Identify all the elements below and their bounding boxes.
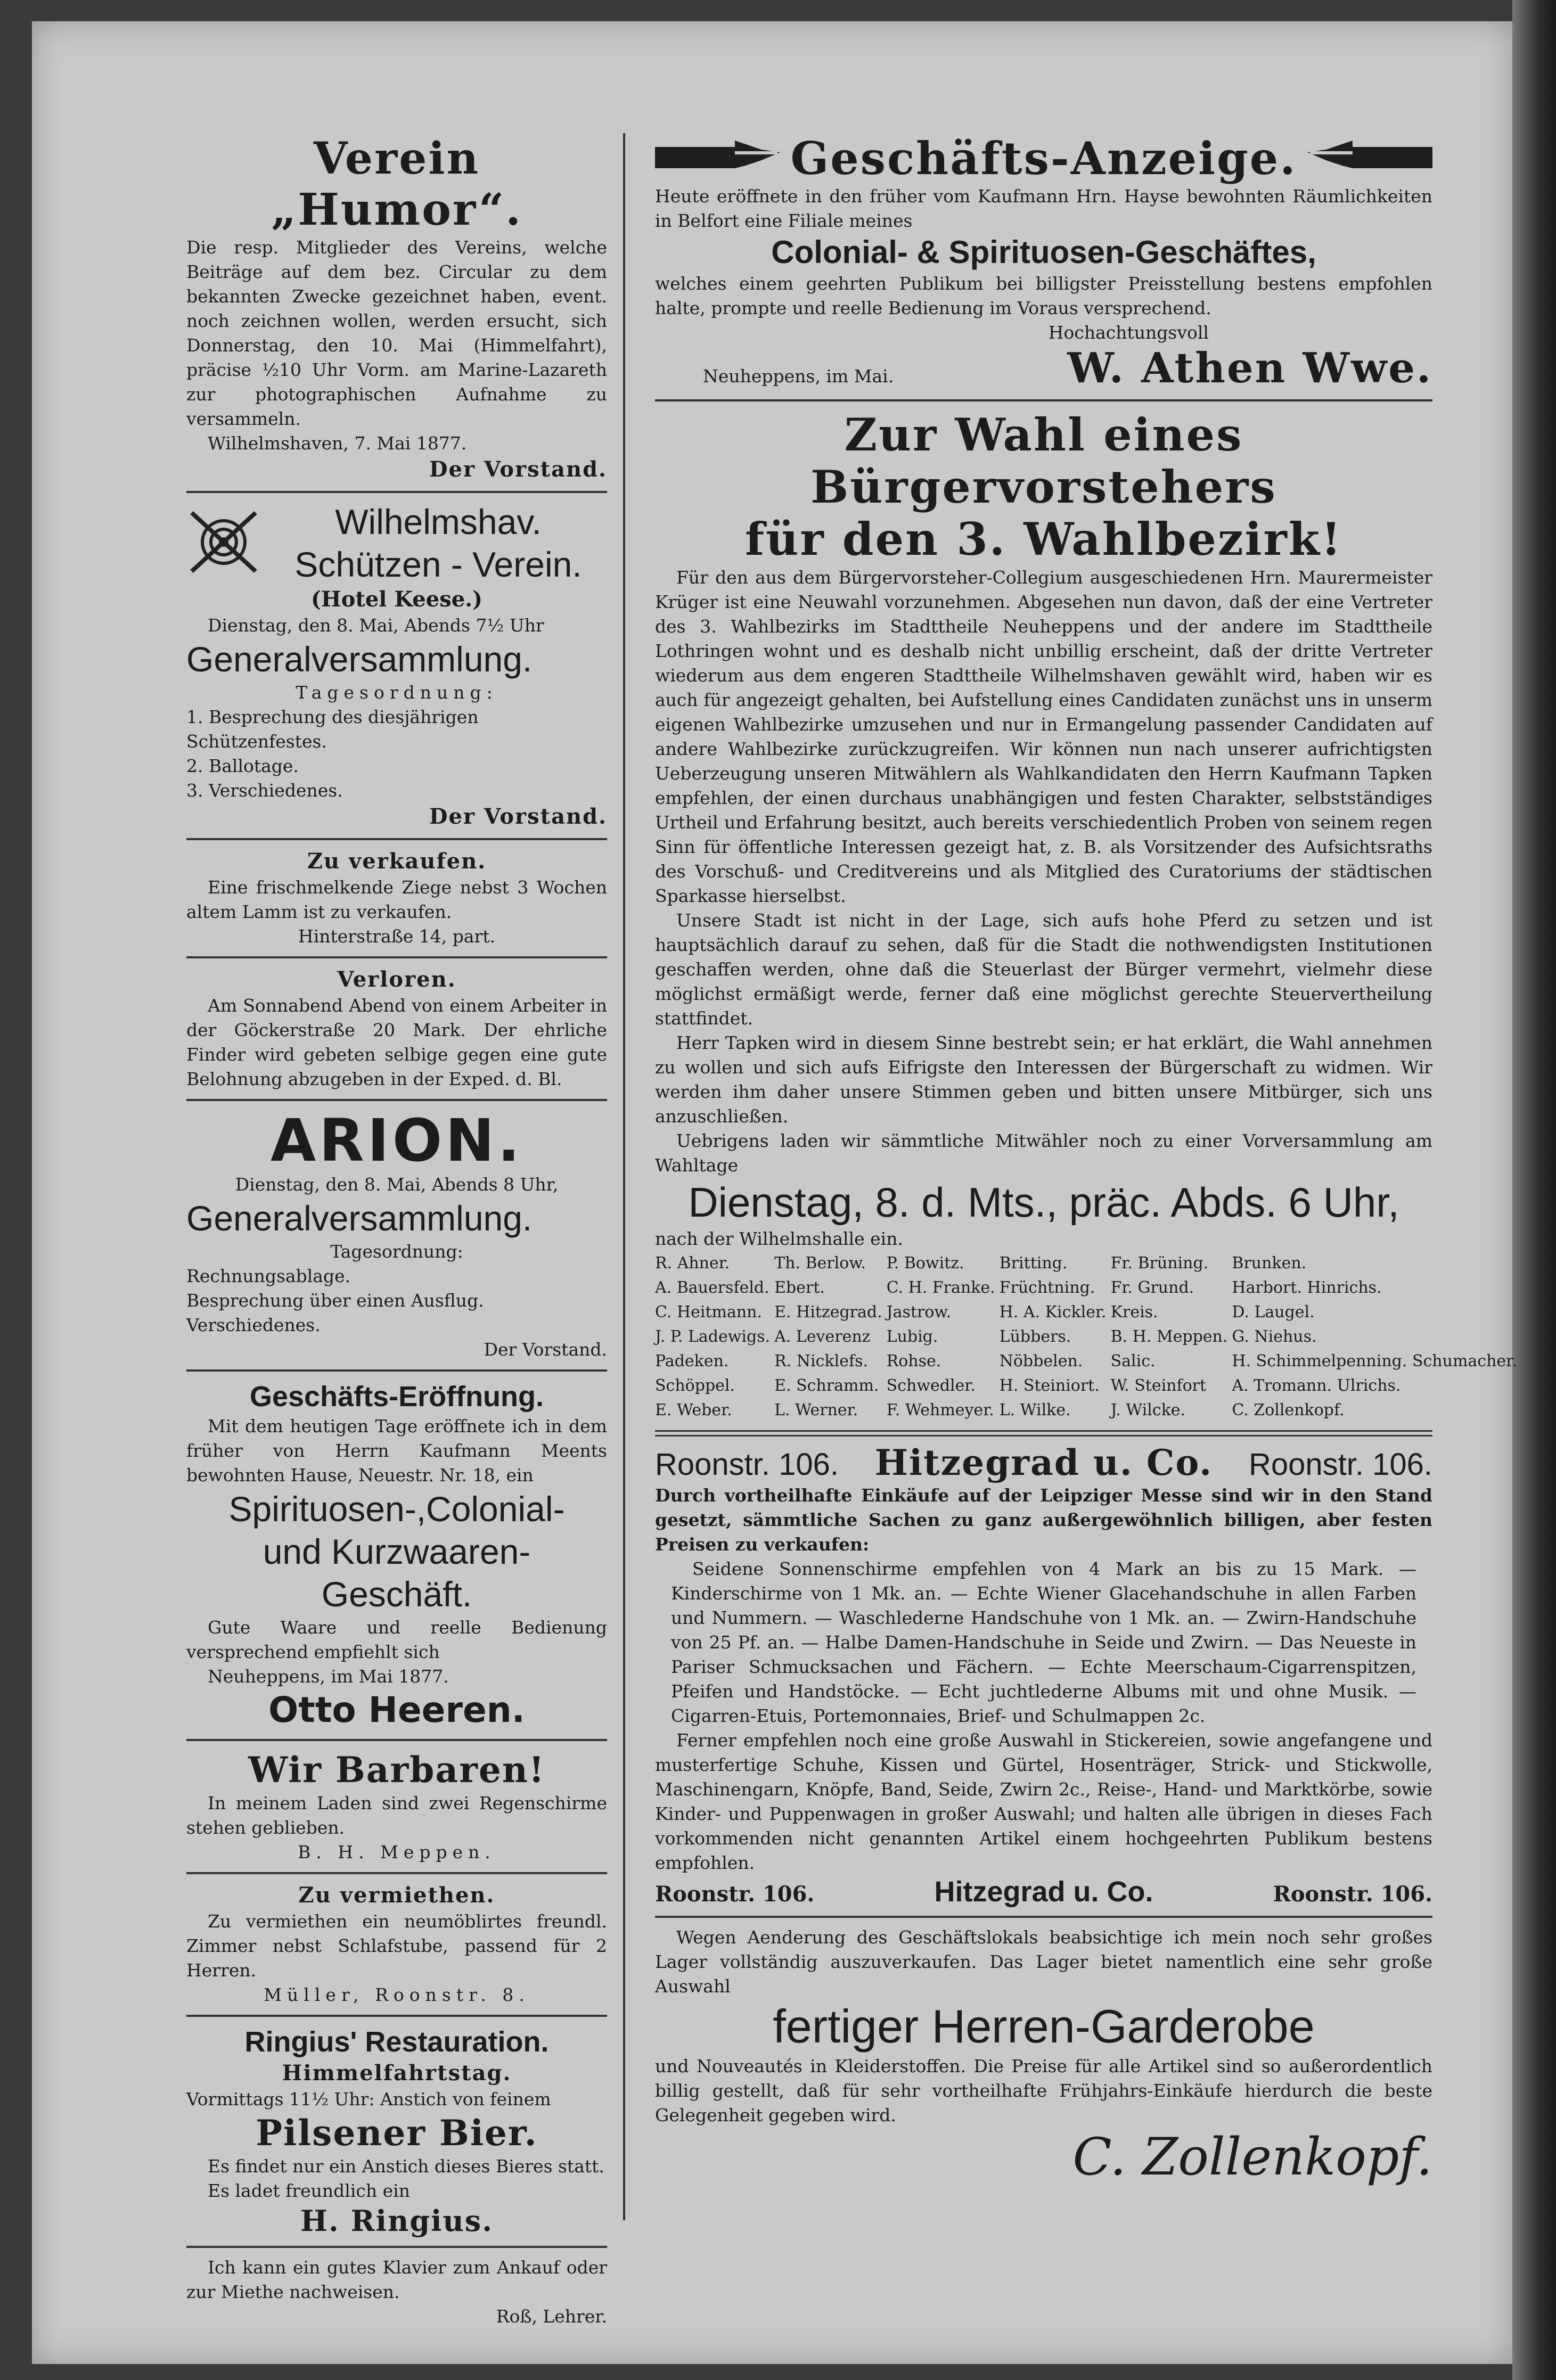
signatory: Ebert. <box>774 1278 825 1297</box>
divider <box>186 956 607 958</box>
signatory: A. Leverenz <box>774 1327 871 1346</box>
signatory: Fr. Grund. <box>1110 1278 1194 1297</box>
signatory: Jastrow. <box>886 1303 952 1322</box>
ad-title: Zu verkaufen. <box>307 849 487 874</box>
ad-title: Zu vermiethen. <box>298 1883 495 1908</box>
signatory: Harbort. Hinrichs. <box>1232 1278 1382 1297</box>
ad-date: Dienstag, den 8. Mai, Abends 7½ Uhr <box>208 615 544 636</box>
ad-lead: Durch vortheilhafte Einkäufe auf der Leipziger Messe sind wir in den Stand gesetzt, sämmtliche Sachen zu ganz außergewöhnlich billigen, aber festen Preisen zu verkaufen: <box>655 1485 1432 1555</box>
signatory: G. Niehus. <box>1232 1327 1317 1346</box>
ad-signature: C. Zollenkopf. <box>1072 2127 1432 2187</box>
ad-verloren <box>186 966 607 1091</box>
signatory: F. Wehmeyer. <box>886 1401 994 1419</box>
ad-body: Mit dem heutigen Tage eröffnete ich in dem früher von Herrn Kaufmann Meents bewohnten Hause, Neuestr. Nr. 18, ein <box>186 1416 607 1486</box>
column-divider <box>623 133 625 2220</box>
divider <box>186 1872 607 1874</box>
signatory: R. Ahner. <box>655 1254 730 1273</box>
divider <box>186 1369 607 1372</box>
ad-schuetzen-verein <box>186 500 607 831</box>
ad-title: Ringius' Restauration. <box>244 2026 549 2058</box>
signatory: Kreis. <box>1110 1303 1158 1322</box>
ad-event: Generalversammlung. <box>186 1199 533 1238</box>
ad-title: Wir Barbaren! <box>248 1749 545 1791</box>
ad-paragraph: Herr Tapken wird in diesem Sinne bestrebt sein; er hat erklärt, die Wahl annehmen zu wollen und sich aufs Eifrigste den Interessen der Bürgerschaft zu widmen. Wir werden ihm daher unsere Stimmen geben und bitten unsere Mitbürger, sich uns anzuschließen. <box>655 1032 1432 1127</box>
divider <box>186 1099 607 1101</box>
ad-title: Geschäfts-Anzeige. <box>790 132 1297 185</box>
signatory: Schwedler. <box>886 1376 976 1395</box>
signatory: J. Wilcke. <box>1110 1401 1186 1419</box>
signatory: C. Zollenkopf. <box>1232 1401 1345 1419</box>
agenda-label: Tagesordnung: <box>296 682 498 703</box>
divider <box>655 1916 1432 1918</box>
signatory: Th. Berlow. <box>774 1254 866 1273</box>
ad-paragraph: Unsere Stadt ist nicht in der Lage, sich aufs hohe Pferd zu setzen und ist hauptsächlich darauf zu sehen, daß für die Stadt die nothwendigsten Institutionen geschaffen werden, ohne daß die Steuerlast der Bürger vermehrt, vielmehr diese möglichst ermäßigt werde, ferner daß eine möglichst gerechte Steuervertheilung stattfindet. <box>655 910 1432 1029</box>
ad-shop-line: Geschäft. <box>321 1574 472 1614</box>
ad-geschaefts-anzeige <box>655 133 1432 392</box>
divider <box>186 838 607 840</box>
ad-signature: Der Vorstand. <box>484 1339 607 1360</box>
signatory: Britting. <box>999 1254 1068 1273</box>
ad-title-line2: für den 3. Wahlbezirk! <box>745 513 1342 565</box>
ad-invite: Es ladet freundlich ein <box>208 2180 410 2201</box>
ad-zollenkopf <box>655 1925 1432 2186</box>
divider <box>186 2246 607 2248</box>
signatory: Brunken. <box>1232 1254 1307 1273</box>
divider <box>186 491 607 493</box>
signatory: Salic. <box>1110 1352 1156 1370</box>
ad-body: Heute eröffnete in den früher vom Kaufmann Hrn. Hayse bewohnten Räumlichkeiten in Belfort eine Filiale meines <box>655 186 1432 231</box>
ad-title: Hitzegrad u. Co. <box>874 1442 1213 1483</box>
right-column <box>655 132 1517 2274</box>
ad-shop: Colonial- & Spirituosen-Geschäftes, <box>771 234 1316 270</box>
agenda-label: Tagesordnung: <box>330 1241 463 1262</box>
signatory: C. Heitmann. <box>655 1303 763 1322</box>
ad-arion <box>186 1106 607 1362</box>
divider <box>186 2015 607 2017</box>
ad-signature: Otto Heeren. <box>268 1689 525 1730</box>
signatory: A. Tromann. Ulrichs. <box>1232 1376 1401 1395</box>
agenda-item: 1. Besprechung des diesjährigen Schützenfestes. <box>186 707 479 752</box>
ad-signature: H. Ringius. <box>300 2204 493 2238</box>
signatory: L. Werner. <box>774 1401 858 1419</box>
ad-body: Am Sonnabend Abend von einem Arbeiter in der Göckerstraße 20 Mark. Der ehrliche Finder wird gebeten selbige gegen eine gute Belohnung abzugeben in der Exped. d. Bl. <box>186 995 607 1089</box>
signatory: H. A. Kickler. <box>999 1303 1107 1322</box>
ad-firm: Hitzegrad u. Co. <box>934 1876 1153 1908</box>
divider <box>655 1430 1432 1437</box>
ad-meeting: Dienstag, 8. d. Mts., präc. Abds. 6 Uhr, <box>688 1179 1399 1226</box>
ad-shop-line: Spirituosen-,Colonial- <box>228 1489 565 1529</box>
ad-beer: Pilsener Bier. <box>256 2112 538 2154</box>
ad-line: Vormittags 11½ Uhr: Anstich von feinem <box>186 2089 551 2110</box>
divider <box>655 399 1432 401</box>
ad-body: Eine frischmelkende Ziege nebst 3 Wochen altem Lamm ist zu verkaufen. <box>186 877 607 922</box>
ad-body: und Nouveautés in Kleiderstoffen. Die Preise für alle Artikel sind so außerordentlich billig gestellt, daß für sehr vortheilhafte Frühjahrs-Einkäufe hierdurch die beste Gelegenheit gegeben wird. <box>655 2056 1432 2125</box>
ad-date: Dienstag, den 8. Mai, Abends 8 Uhr, <box>235 1174 559 1195</box>
ad-event: Generalversammlung. <box>186 639 533 679</box>
ad-body: Zu vermiethen ein neumöblirtes freundl. Zimmer nebst Schlafstube, passend für 2 Herren. <box>186 1911 607 1981</box>
ad-signature: Der Vorstand. <box>429 457 607 482</box>
ad-title: Verein „Humor“. <box>271 133 522 235</box>
signatory: A. Bauersfeld. <box>655 1278 769 1297</box>
signatory: L. Wilke. <box>999 1401 1071 1419</box>
ad-geschaefts-eroeffnung <box>186 1379 607 1731</box>
ad-paragraph: Uebrigens laden wir sämmtliche Mitwähler noch zu einer Vorversammlung am Wahltage <box>655 1130 1432 1176</box>
ad-signature: W. Athen Wwe. <box>1067 344 1432 392</box>
ad-address: Hinterstraße 14, part. <box>298 926 496 947</box>
ad-body: Wegen Aenderung des Geschäftslokals beabsichtige ich mein noch sehr großes Lager vollständig auszuverkaufen. Das Lager bietet namentlich eine sehr große Auswahl <box>655 1927 1432 1997</box>
signatory: W. Steinfort <box>1110 1376 1207 1395</box>
binding-edge <box>1512 0 1556 2380</box>
signatory: Padeken. <box>655 1352 729 1370</box>
signatory: Früchtning. <box>999 1278 1095 1297</box>
agenda-item: Rechnungsablage. <box>186 1266 351 1286</box>
ad-title: Verloren. <box>337 967 456 992</box>
signatory: E. Weber. <box>655 1401 732 1419</box>
left-column <box>186 133 607 2327</box>
ad-hitzegrad <box>655 1444 1432 1908</box>
ad-signature: Der Vorstand. <box>429 804 607 829</box>
agenda-item: 2. Ballotage. <box>186 756 299 776</box>
pointing-hand-icon <box>1305 136 1432 181</box>
ad-item-list: Seidene Sonnenschirme empfehlen von 4 Mark an bis zu 15 Mark. — Kinderschirme von 1 Mk. an. — Echte Wiener Glacehandschuhe in allen Farben und Nummern. — Waschlederne Handschuhe von 1 Mk. an. — Zwirn-Handschuhe von 25 Pf. an. — Halbe Damen-Handschuhe in Seide und Zwirn. — Das Neueste in Pariser Schmucksachen und Fächern. — Echte Meerschaum-Cigarrenspitzen, Pfeifen und Handstöcke. — Echt juchtlederne Albums mit und ohne Musik. — Cigarren-Etuis, Portemonnaies, Brief- und Schulmappen 2c. <box>671 1558 1416 1726</box>
signatory: E. Schramm. <box>774 1376 879 1395</box>
ad-wir-barbaren <box>186 1749 607 1865</box>
signatory: B. H. Meppen. <box>1110 1327 1228 1346</box>
ad-headline: fertiger Herren-Garderobe <box>773 2000 1315 2053</box>
ad-address: Roonstr. 106. <box>1273 1882 1432 1907</box>
signatory: R. Nicklefs. <box>774 1352 868 1370</box>
ad-signature: Roß, Lehrer. <box>496 2306 607 2327</box>
ad-zu-vermiethen <box>186 1882 607 2007</box>
ad-date: Neuheppens, im Mai 1877. <box>208 1666 449 1687</box>
ad-signature: Müller, Roonstr. 8. <box>264 1984 530 2005</box>
signatory: E. Hitzegrad. <box>774 1303 882 1322</box>
divider <box>186 1739 607 1741</box>
ad-title: ARION. <box>270 1106 523 1175</box>
signatory: Fr. Brüning. <box>1110 1254 1209 1273</box>
agenda-item: Besprechung über einen Ausflug. <box>186 1290 484 1311</box>
ad-signature: B. H. Meppen. <box>298 1842 496 1862</box>
signatories-list <box>655 1251 1517 1423</box>
ad-buergervorsteher-wahl <box>655 408 1517 1423</box>
ad-venue: (Hotel Keese.) <box>310 587 483 612</box>
signatory: D. Laugel. <box>1232 1303 1315 1322</box>
agenda-item: 3. Verschiedenes. <box>186 780 343 801</box>
ad-ringius-restauration <box>186 2024 607 2238</box>
pointing-hand-icon <box>655 136 783 181</box>
ad-verein-humor <box>186 133 607 483</box>
signatory: H. Schimmelpenning. Schumacher. <box>1232 1352 1517 1370</box>
ad-zu-verkaufen <box>186 848 607 949</box>
signatory: C. H. Franke. <box>886 1278 995 1297</box>
ad-title: Zur Wahl eines Bürgervorstehers <box>810 408 1277 513</box>
signatory: Rohse. <box>886 1352 941 1370</box>
ad-place: nach der Wilhelmshalle ein. <box>655 1228 903 1249</box>
ad-body: In meinem Laden sind zwei Regenschirme stehen geblieben. <box>186 1793 607 1838</box>
signatory: P. Bowitz. <box>886 1254 964 1273</box>
ad-body: Ich kann ein gutes Klavier zum Ankauf oder zur Miethe nachweisen. <box>186 2257 607 2302</box>
agenda-item: Verschiedenes. <box>186 1315 321 1335</box>
ad-title: Wilhelmshav. <box>335 502 542 541</box>
ad-address: Roonstr. 106. <box>655 1882 815 1907</box>
ad-date: Wilhelmshaven, 7. Mai 1877. <box>208 433 467 454</box>
ad-title-line2: Schützen - Verein. <box>294 545 582 584</box>
ad-address: Roonstr. 106. <box>655 1447 839 1482</box>
signatory: Schöppel. <box>655 1376 735 1395</box>
ad-paragraph: Für den aus dem Bürgervorsteher-Collegium ausgeschiedenen Hrn. Maurermeister Krüger ist eine Neuwahl vorzunehmen. Abgesehen nun davon, daß der eine Vertreter des 3. Wahlbezirks im Stadttheile Neuheppens und der andere im Stadttheile Lothringen wohnt und es deshalb nicht unbillig erscheint, daß der dritte Vertreter wiederum aus dem engeren Stadttheile Wilhelmshaven gewählt wird, haben wir es auch für angezeigt gehalten, bei Aufstellung eines Candidaten zunächst uns in unserm eigenen Wahlbezirke umzusehen und nur in Ermangelung passender Candidaten auf andere Wahlbezirke zurückzugreifen. Wir können nun nach unserer aufrichtigsten Ueberzeugung unseren Mitwählern als Wahlkandidaten den Herrn Kaufmann Tapken empfehlen, der einen durchaus unabhängigen und festen Charakter, selbstständiges Urtheil und Erfahrung besitzt, auch bereits verschiedentlich Proben von seinem regen Sinn für öffentliche Interessen gezeigt hat, z. B. als Vorsitzender des Aufsichtsraths des Vorschuß- und Creditvereins und als Mitglied des Curatoriums der städtischen Sparkasse hierselbst. <box>655 567 1432 906</box>
signatory: Lubig. <box>886 1327 938 1346</box>
ad-body: Gute Waare und reelle Bedienung versprechend empfiehlt sich <box>186 1617 607 1662</box>
ad-place: Neuheppens, im Mai. <box>703 366 894 387</box>
target-rifles-icon <box>186 505 261 581</box>
ad-klavier <box>186 2255 607 2329</box>
ad-shop-line: und Kurzwaaren- <box>263 1532 531 1571</box>
signatory: H. Steiniort. <box>999 1376 1100 1395</box>
ad-body: Die resp. Mitglieder des Vereins, welche Beiträge auf dem bez. Circular zu dem bekannten Zwecke gezeichnet haben, event. noch zeichnen wollen, werden ersucht, sich Donnerstag, den 10. Mai (Himmelfahrt), präcise ½10 Uhr Vorm. am Marine-Lazareth zur photographischen Aufnahme zu versammeln. <box>186 237 607 429</box>
ad-body: Ferner empfehlen noch eine große Auswahl in Stickereien, sowie angefangene und musterfertige Schuhe, Kissen und Gürtel, Hosenträger, Strick- und Stickwolle, Maschinengarn, Knöpfe, Band, Seide, Zwirn 2c., Reise-, Hand- und Marktkörbe, sowie Kinder- und Puppenwagen in großer Auswahl; und halten alle übrigen in dieses Fach vorkommenden nicht genannten Artikel einem hochgeehrten Publikum bestens empfohlen. <box>655 1730 1432 1873</box>
signatory: J. P. Ladewigs. <box>655 1327 771 1346</box>
signatory: Nöbbelen. <box>999 1352 1083 1370</box>
ad-body: Es findet nur ein Anstich dieses Bieres statt. <box>208 2156 604 2177</box>
ad-body: welches einem geehrten Publikum bei billigster Preisstellung bestens empfohlen halte, prompte und reelle Bedienung im Voraus versprechend. <box>655 273 1432 318</box>
ad-subtitle: Himmelfahrtstag. <box>282 2061 512 2086</box>
ad-title: Geschäfts-Eröffnung. <box>249 1381 544 1413</box>
signatory: Lübbers. <box>999 1327 1071 1346</box>
ad-address: Roonstr. 106. <box>1248 1447 1432 1482</box>
ad-greeting: Hochachtungsvoll <box>1048 322 1209 343</box>
